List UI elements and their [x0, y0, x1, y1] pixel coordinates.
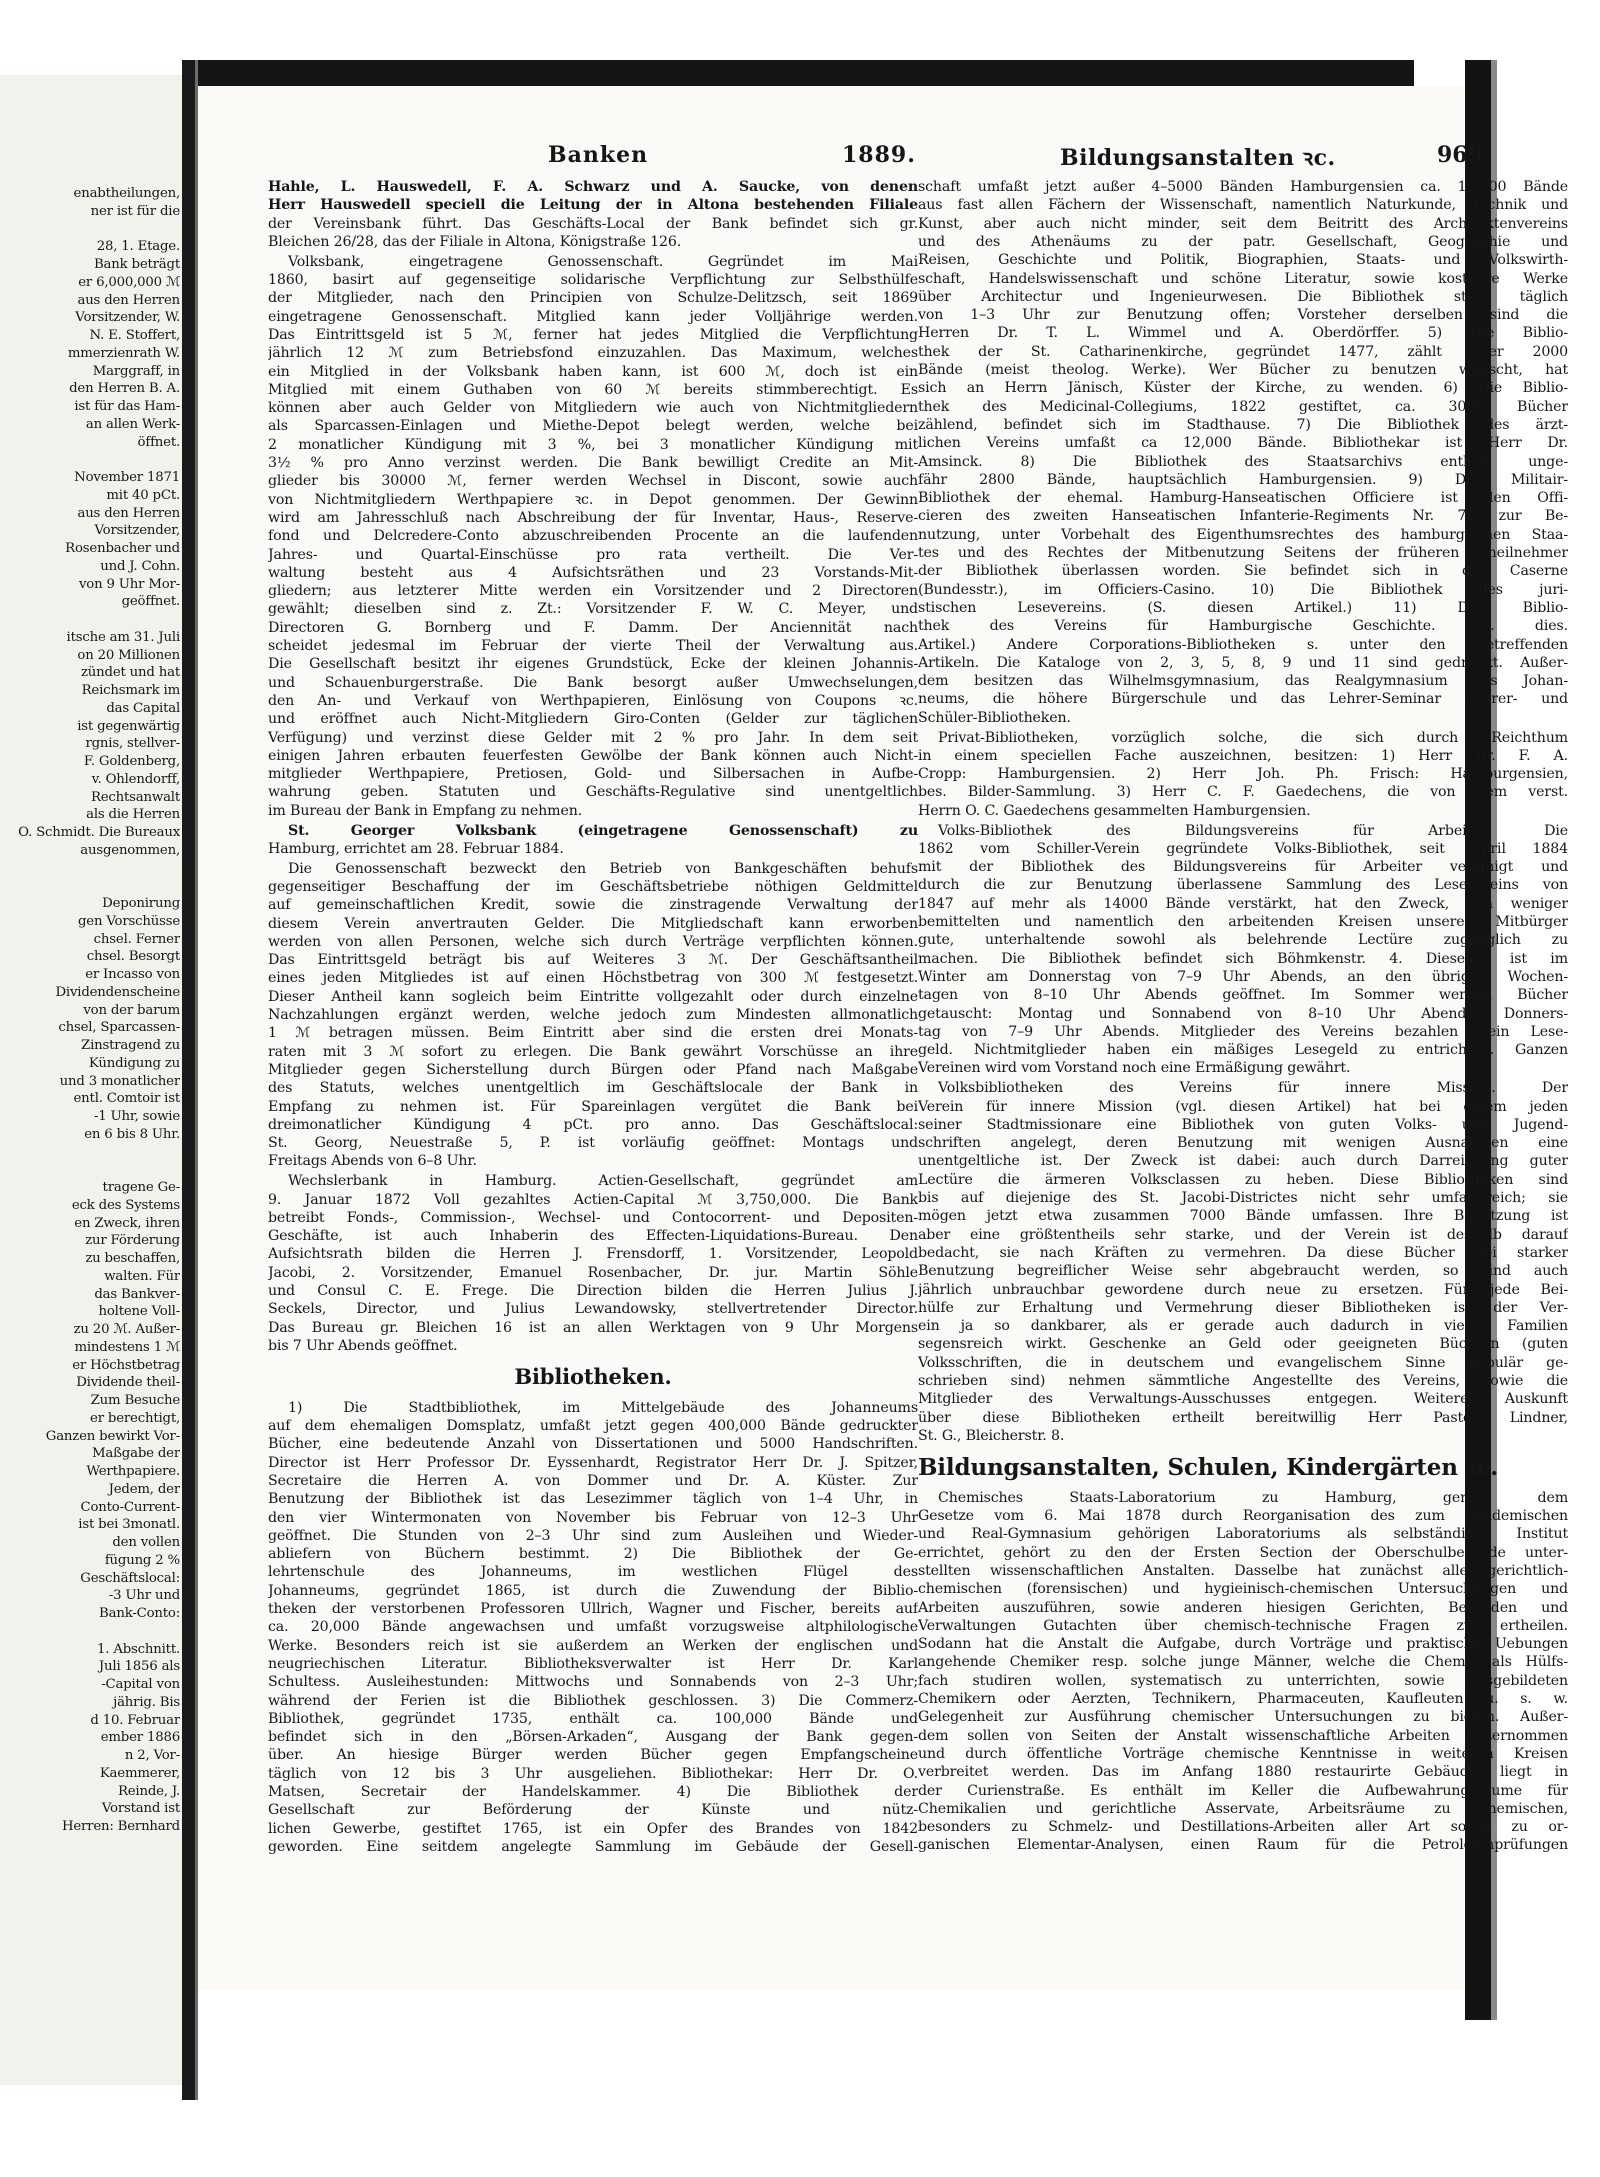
facing-page-line-fragment: er Incasso von: [85, 967, 180, 982]
facing-page-strip: [0, 75, 182, 2085]
text-line: Matsen, Secretair der Handelskammer. 4) Die Bibliothek der: [268, 1784, 918, 1800]
text-line: der Curienstraße. Es enthält im Keller die Aufbewahrungsräume für: [918, 1782, 1568, 1799]
text-line: Johanneums, gegründet 1865, ist durch die Zuwendung der Biblio-: [268, 1582, 918, 1599]
text-line: und Consul C. E. Frege. Die Direction bilden die Herren Julius J.: [268, 1283, 918, 1299]
text-line: raten mit 3 ℳ sofort zu erlegen. Die Bank gewährt Vorschüsse an ihre: [268, 1043, 918, 1060]
text-line: eingetragene Genossenschaft. Mitglied kann jeder Volljährige werden.: [268, 308, 918, 325]
facing-page-line-fragment: enabtheilungen,: [73, 186, 180, 201]
text-line: Volksbibliotheken des Vereins für innere Mission. Der: [938, 1080, 1568, 1097]
facing-page-line-fragment: Kündigung zu: [88, 1055, 180, 1071]
text-line: thek des Vereins für Hamburgische Geschichte. (S. dies.: [918, 618, 1568, 635]
text-line: können aber auch Gelder von Mitgliedern wie auch von Nichtmitgliedern: [268, 400, 918, 417]
text-line: Die Gesellschaft besitzt ihr eigenes Grundstück, Ecke der kleinen Johannis-: [268, 656, 918, 673]
text-line: waltung besteht aus 4 Aufsichtsräthen und 23 Vorstands-Mit-: [268, 564, 918, 581]
text-line: während der Ferien ist die Bibliothek geschlossen. 3) Die Commerz-: [268, 1692, 918, 1709]
facing-page-line-fragment: ner ist für die: [90, 203, 180, 219]
facing-page-line-fragment: Zinstragend zu: [81, 1038, 180, 1053]
text-line: Verein für innere Mission (vgl. diesen Artikel) hat bei einem jeden: [918, 1098, 1568, 1115]
facing-page-line-fragment: chsel, Sparcassen-: [58, 1020, 180, 1036]
facing-page-line-fragment: Zum Besuche: [90, 1393, 180, 1408]
text-line: Empfang zu nehmen ist. Für Spareinlagen vergütet die Bank bei: [268, 1098, 918, 1115]
facing-page-line-fragment: eck des Systems: [71, 1197, 180, 1213]
text-line: Kunst, aber auch nicht minder, seit dem Beitritt des Architektenvereins: [918, 215, 1568, 232]
facing-page-line-fragment: Vorstand ist: [101, 1801, 180, 1817]
text-line: Directoren G. Bornberg und F. Damm. Der Anciennität nach: [268, 619, 918, 636]
facing-page-line-fragment: O. Schmidt. Die Bureaux: [18, 825, 180, 840]
facing-page-line-fragment: tragene Ge-: [102, 1180, 180, 1195]
facing-page-line-fragment: Juli 1856 als: [98, 1659, 180, 1675]
text-line: und des Athenäums zu der patr. Gesellschaft, Geographie und: [918, 233, 1568, 250]
facing-page-line-fragment: N. E. Stoffert,: [89, 328, 180, 343]
text-line: einigen Jahren erbauten feuerfesten Gewölbe der Bank können auch Nicht-: [268, 747, 918, 764]
text-line: schriften angelegt, deren Benutzung mit wenigen Ausnahmen eine: [918, 1135, 1568, 1152]
text-line: chemischen (forensischen) und hygieinisch-chemischen Untersuchungen und: [918, 1581, 1568, 1598]
text-line: (Bundesstr.), im Officiers-Casino. 10) Die Bibliothek des juri-: [918, 581, 1568, 598]
text-line: fach studiren wollen, systematisch zu unterrichten, sowie ausgebildeten: [918, 1672, 1568, 1689]
text-line: verbreitet werden. Das im Anfang 1880 restaurirte Gebäude liegt in: [918, 1764, 1568, 1781]
text-line: Privat-Bibliotheken, vorzüglich solche, die sich durch Reichthum: [938, 729, 1568, 746]
text-line: getauscht: Montag und Sonnabend von 8–10 Uhr Abends, Donners-: [918, 1005, 1568, 1022]
text-line: ein Mitglied in der Volksbank haben kann, ist 600 ℳ, doch ist ein: [268, 363, 918, 380]
section-heading: Bibliotheken.: [514, 1364, 672, 1389]
text-line: theken der verstorbenen Professoren Ullrich, Wagner und Fischer, bereits auf: [268, 1601, 918, 1617]
text-line: der Vereinsbank führt. Das Geschäfts-Local der Bank befindet sich gr.: [268, 215, 918, 232]
facing-page-line-fragment: Reinde, J.: [117, 1783, 180, 1799]
text-line: Hamburg, errichtet am 28. Februar 1884.: [268, 840, 564, 857]
text-line: fond und Delcredere-Conto abzuschreibenden Procente an die laufenden: [268, 528, 918, 545]
facing-page-line-fragment: ist für das Ham-: [74, 399, 180, 414]
text-line: ganischen Elementar-Analysen, einen Raum für die Petroleumprüfungen: [918, 1837, 1568, 1854]
text-line: mitglieder Werthpapiere, Pretiosen, Gold- und Silbersachen in Aufbe-: [268, 766, 918, 783]
text-line: bemittelten und namentlich den arbeitenden Kreisen unserer Mitbürger: [918, 914, 1568, 930]
scan-top-border: [182, 60, 1414, 86]
text-line: ca. 20,000 Bände angewachsen und umfaßt vorzugsweise altphilologische: [268, 1619, 918, 1636]
text-line: geöffnet. Die Stunden von 2–3 Uhr sind zum Ausleihen und Wieder-: [268, 1527, 918, 1544]
facing-page-line-fragment: Maßgabe der: [91, 1446, 180, 1462]
text-line: stischen Lesevereins. (S. diesen Artikel.) 11) Die Biblio-: [918, 599, 1568, 616]
text-line: und eröffnet auch Nicht-Mitgliedern Giro-Conten (Gelder zur täglichen: [268, 711, 918, 728]
text-line: lichen Gewerbe, gestiftet 1765, ist ein Opfer des Brandes von 1842: [268, 1820, 918, 1837]
text-line: im Bureau der Bank in Empfang zu nehmen.: [268, 802, 583, 819]
book-gutter: [182, 60, 195, 2100]
text-line: lichen Vereins umfaßt ca 12,000 Bände. Bibliothekar ist Herr Dr.: [918, 435, 1568, 452]
facing-page-line-fragment: ist bei 3monatl.: [78, 1517, 180, 1533]
facing-page-line-fragment: und J. Cohn.: [100, 558, 180, 574]
text-line: schaft, Handelswissenschaft und schöne Literatur, sowie kostbare Werke: [918, 270, 1568, 287]
facing-page-line-fragment: das Capital: [106, 700, 180, 716]
facing-page-line-fragment: on 20 Millionen: [77, 647, 180, 663]
text-line: Sodann hat die Anstalt die Aufgabe, durch Vorträge und praktische Uebungen: [918, 1636, 1568, 1653]
facing-page-line-fragment: Bank beträgt: [93, 257, 180, 272]
text-line: Bibliothek der ehemal. Hamburg-Hanseatischen Officiere ist den Offi-: [918, 490, 1568, 507]
facing-page-line-fragment: und 3 monatlicher: [59, 1073, 180, 1089]
text-line: Reisen, Geschichte und Politik, Biographien, Staats- und Volkswirth-: [918, 252, 1568, 269]
text-line: abliefern von Büchern bestimmt. 2) Die Bibliothek der Ge-: [268, 1546, 918, 1563]
text-line: werden von allen Personen, welche sich durch Verträge verpflichten können.: [268, 933, 918, 950]
text-line: St. Georger Volksbank (eingetragene Genossenschaft) zu: [288, 822, 918, 839]
facing-page-line-fragment: zündet und hat: [81, 665, 180, 681]
text-line: sich an Herrn Jänisch, Küster der Kirche, zu wenden. 6) Die Biblio-: [918, 380, 1568, 397]
text-line: Chemisches Staats-Laboratorium zu Hamburg, gemäß dem: [938, 1489, 1568, 1506]
text-line: Bleichen 26/28, das der Filiale in Altona, Königstraße 126.: [268, 233, 682, 250]
text-line: der Mitglieder, nach den Principien von Schulze-Delitzsch, seit 1869: [268, 290, 918, 307]
facing-page-line-fragment: Rosenbacher und: [65, 541, 180, 556]
text-line: aus fast allen Fächern der Wissenschaft, namentlich Naturkunde, Technik und: [918, 197, 1568, 214]
text-line: Wechslerbank in Hamburg. Actien-Gesellschaft, gegründet am: [288, 1173, 918, 1190]
text-line: jährlich unbrauchbar gewordene durch neue zu ersetzen. Für jede Bei-: [918, 1281, 1568, 1298]
text-line: des Statuts, welches unentgeltlich im Geschäftslocale der Bank in: [268, 1080, 918, 1097]
text-line: tes und des Rechtes der Mitbenutzung Seitens der früheren Theilnehmer: [918, 545, 1568, 561]
facing-page-line-fragment: er Höchstbetrag: [72, 1357, 180, 1373]
text-line: in einem speciellen Fache auszeichnen, besitzen: 1) Herr Dr. F. A.: [918, 747, 1568, 764]
facing-page-line-fragment: zu beschaffen,: [85, 1251, 180, 1266]
facing-page-line-fragment: er berechtigt,: [90, 1410, 180, 1426]
facing-page-line-fragment: ist gegenwärtig: [77, 718, 180, 734]
text-line: Geschäfte, ist auch Inhaberin des Effecten-Liquidations-Bureau. Den: [268, 1228, 918, 1245]
text-line: 1847 auf mehr als 14000 Bände verstärkt, hat den Zweck, den weniger: [918, 895, 1568, 912]
facing-page-line-fragment: geöffnet.: [121, 594, 180, 610]
facing-page-line-fragment: den Herren B. A.: [69, 381, 180, 397]
facing-page-line-fragment: Dividendenscheine: [55, 984, 180, 1000]
text-line: täglich von 12 bis 3 Uhr ausgeliehen. Bibliothekar: Herr Dr. O.: [268, 1765, 918, 1782]
text-line: Herr Hauswedell speciell die Leitung der in Altona bestehenden Filiale: [268, 197, 918, 214]
facing-page-line-fragment: von 9 Uhr Mor-: [78, 576, 180, 592]
text-line: Gelegenheit zur Ausführung chemischer Untersuchungen zu bieten. Außer-: [918, 1709, 1568, 1726]
text-line: Cropp: Hamburgensien. 2) Herr Joh. Ph. Frisch: Hamburgensien,: [918, 766, 1568, 783]
text-line: besonders zu Schmelz- und Destillations-Arbeiten aller Art sowie zu or-: [918, 1819, 1568, 1836]
facing-page-line-fragment: Jedem, der: [108, 1481, 180, 1497]
facing-page-line-fragment: F. Goldenberg,: [83, 754, 180, 769]
text-line: Das Eintrittsgeld beträgt bis auf Weiteres 3 ℳ. Der Geschäftsantheil: [268, 952, 918, 969]
facing-page-line-fragment: rgnis, stellver-: [85, 736, 180, 752]
text-line: und durch öffentliche Vorträge chemische Kenntnisse in weiteren Kreisen: [918, 1745, 1568, 1762]
facing-page-line-fragment: Conto-Current-: [80, 1499, 180, 1515]
facing-page-line-fragment: jährig. Bis: [113, 1694, 180, 1710]
text-line: Vereinen wird vom Vorstand noch eine Ermäßigung gewährt.: [918, 1060, 1351, 1077]
text-line: von Nichtmitgliedern Werthpapiere ꝛc. in Depot genommen. Der Gewinn: [268, 491, 918, 508]
text-line: Schultess. Ausleihestunden: Mittwochs und Sonnabends von 2–3 Uhr;: [268, 1674, 918, 1691]
text-line: Arbeiten auszuführen, sowie anderen hiesigen Gerichten, Behörden und: [918, 1599, 1568, 1616]
text-line: bedacht, sie nach Kräften zu vermehren. Da diese Bücher bei starker: [918, 1244, 1568, 1261]
facing-page-line-fragment: ember 1886: [100, 1730, 180, 1746]
text-line: Bibliothek, gegründet 1735, enthält ca. 100,000 Bände und: [268, 1710, 918, 1727]
text-line: tagen von 8–10 Uhr Abends geöffnet. Im Sommer werden Bücher: [918, 987, 1568, 1004]
facing-page-line-fragment: zur Förderung: [85, 1233, 180, 1249]
facing-page-line-fragment: Bank-Conto:: [99, 1606, 180, 1621]
facing-page-line-fragment: aus den Herren: [77, 505, 180, 521]
text-line: Das Eintrittsgeld ist 5 ℳ, ferner hat jedes Mitglied die Verpflichtung: [268, 326, 918, 343]
text-line: Aufsichtsrath bilden die Herren J. Frensdorff, 1. Vorsitzender, Leopold: [268, 1246, 918, 1263]
text-line: als Sparcassen-Einlagen und Miethe-Depot belegt werden, welche bei: [268, 418, 918, 435]
facing-page-line-fragment: zu 20 ℳ. Außer-: [73, 1322, 180, 1337]
text-line: Nachzahlungen ergänzt werden, welche jedoch zum Mindesten allmonatlich: [268, 1007, 918, 1023]
text-line: Volks-Bibliothek des Bildungsvereins für Arbeiter. Die: [938, 822, 1568, 839]
facing-page-line-fragment: mit 40 pCt.: [106, 487, 180, 503]
text-line: fähr 2800 Bände, hauptsächlich Hamburgensien. 9) Die Militair-: [918, 471, 1568, 488]
text-line: St. Georg, Neuestraße 5, P. ist vorläufig geöffnet: Montags und: [268, 1135, 918, 1152]
facing-page-line-fragment: das Bankver-: [94, 1286, 180, 1302]
facing-page-line-fragment: den vollen: [112, 1535, 180, 1550]
text-line: nutzung, unter Vorbehalt des Eigenthumsrechtes des hamburgischen Staa-: [918, 526, 1568, 543]
text-line: durch die zur Benutzung überlassene Sammlung des Lesevereins von: [918, 877, 1568, 894]
text-line: Werke. Besonders reich ist sie außerdem an Werken der englischen und: [268, 1637, 918, 1654]
text-line: bis auf diejenige des St. Jacobi-Districtes nicht sehr umfangreich; sie: [918, 1190, 1568, 1206]
text-line: Verwaltungen Gutachten über chemisch-technische Fragen zu ertheilen.: [918, 1617, 1568, 1634]
text-line: machen. Die Bibliothek befindet sich Böhmkenstr. 4. Dieselbe ist im: [918, 950, 1568, 967]
facing-page-line-fragment: Vorsitzender, W.: [75, 310, 180, 326]
text-line: jährlich 12 ℳ zum Betriebsfond einzuzahlen. Das Maximum, welches: [268, 345, 918, 362]
text-line: ein ja so dankbarer, als er gerade auch dadurch in vielen Familien: [918, 1318, 1568, 1335]
text-line: Gesetze vom 6. Mai 1878 durch Reorganisation des zum Akademischen: [918, 1508, 1568, 1524]
text-line: 9. Januar 1872 Voll gezahltes Actien-Capital ℳ 3,750,000. Die Bank: [268, 1191, 918, 1208]
facing-page-line-fragment: walten. Für: [104, 1268, 180, 1284]
facing-page-line-fragment: mmerzienrath W.: [67, 345, 180, 361]
text-line: den vier Wintermonaten von November bis Februar von 12–3 Uhr: [268, 1509, 918, 1526]
text-line: über diese Bibliotheken ertheilt bereitwillig Herr Pastor Lindner,: [918, 1409, 1568, 1426]
text-line: eines jeden Mitgliedes ist auf einen Höchstbetrag von 300 ℳ festgesetzt.: [268, 970, 918, 987]
text-line: Dieser Antheil kann sogleich beim Eintritte vollgezahlt oder durch einzelne: [268, 988, 918, 1005]
text-line: St. G., Bleicherstr. 8.: [918, 1427, 1065, 1444]
text-line: betreibt Fonds-, Commission-, Wechsel- und Contocorrent- und Depositen-: [268, 1209, 918, 1226]
text-line: hülfe zur Erhaltung und Vermehrung dieser Bibliotheken ist der Ver-: [918, 1299, 1568, 1316]
text-line: errichtet, gehört zu den der Ersten Section der Oberschulbehörde unter-: [918, 1544, 1568, 1561]
text-line: dem besitzen das Wilhelmsgymnasium, das Realgymnasium des Johan-: [918, 673, 1568, 690]
text-line: lehrtenschule des Johanneums, im westlichen Flügel des: [268, 1564, 918, 1581]
text-line: Jacobi, 2. Vorsitzender, Emanuel Rosenbacher, Dr. jur. Martin Söhle: [268, 1264, 918, 1281]
text-line: der Bibliothek überlassen worden. Sie befindet sich in der Caserne: [918, 563, 1568, 580]
text-line: Das Bureau gr. Bleichen 16 ist an allen Werktagen von 9 Uhr Morgens: [268, 1319, 918, 1336]
facing-page-line-fragment: von der barum: [83, 1002, 180, 1018]
facing-page-line-fragment: Geschäftslocal:: [80, 1570, 180, 1586]
text-line: Chemikern oder Aerzten, Technikern, Pharmaceuten, Kaufleuten u. s. w.: [918, 1691, 1568, 1707]
running-head-left: Banken: [548, 142, 649, 168]
facing-page-line-fragment: Kaemmerer,: [99, 1765, 180, 1781]
facing-page-line-fragment: Rechtsanwalt: [90, 789, 180, 805]
text-line: über. An hiesige Bürger werden Bücher gegen Empfangscheine: [268, 1747, 918, 1764]
facing-page-line-fragment: Vorsitzender,: [94, 523, 180, 539]
facing-page-line-fragment: er 6,000,000 ℳ: [78, 274, 180, 290]
text-line: Bücher, eine bedeutende Anzahl von Dissertationen und 5000 Handschriften.: [268, 1436, 918, 1453]
page-number: 969: [1437, 142, 1483, 168]
text-line: Volksschriften, die in deutschem und evangelischem Sinne populär ge-: [918, 1354, 1568, 1371]
text-line: auf gemeinschaftlichen Kredit, sowie die zinstragende Verwaltung der: [268, 897, 918, 914]
text-line: befindet sich in den „Börsen-Arkaden“, Ausgang der Bank gegen-: [268, 1729, 918, 1746]
text-line: Mitglied mit einem Guthaben von 60 ℳ bereits stimmberechtigt. Es: [268, 381, 918, 398]
text-line: Benutzung der Bibliothek ist das Lesezimmer täglich von 1–4 Uhr, in: [268, 1491, 918, 1508]
text-line: Herrn O. C. Gaedechens gesammelten Hamburgensien.: [918, 802, 1311, 819]
section-heading: Bildungsanstalten, Schulen, Kindergärten ꝛc.: [918, 1454, 1499, 1481]
text-line: Volksbank, eingetragene Genossenschaft. Gegründet im Mai: [288, 253, 918, 270]
facing-page-line-fragment: chsel. Ferner: [93, 931, 180, 947]
text-line: segensreich wirkt. Geschenke an Geld oder geeigneten Büchern (guten: [918, 1336, 1568, 1353]
facing-page-line-fragment: Deponirung: [102, 896, 180, 911]
text-line: und Real-Gymnasium gehörigen Laboratoriums als selbständiges Institut: [918, 1526, 1568, 1543]
text-line: wird am Jahresschluß nach Abschreibung der für Inventar, Haus-, Reserve-: [268, 509, 918, 526]
facing-page-line-fragment: Dividende theil-: [76, 1375, 180, 1391]
text-line: gliedern; aus letzterer Mitte werden ein Vorsitzender und 2 Directoren: [268, 583, 918, 600]
text-line: dem sollen von Seiten der Anstalt wissenschaftliche Arbeiten unternommen: [918, 1727, 1568, 1744]
text-line: 3½ % pro Anno verzinst werden. Die Bank bewilligt Credite an Mit-: [268, 455, 918, 471]
text-line: Verfügung) und verzinst diese Gelder mit 2 % pro Jahr. In dem seit: [268, 729, 918, 746]
running-head-right: Bildungsanstalten ꝛc.: [1060, 145, 1336, 171]
text-line: geld. Nichtmitglieder haben ein mäßiges Lesegeld zu entrichten. Ganzen: [918, 1042, 1568, 1059]
text-line: Lectüre die ärmeren Volksclassen zu heben. Diese Bibliotheken sind: [918, 1171, 1568, 1188]
text-line: Benutzung begreiflicher Weise sehr abgebraucht werden, so sind auch: [918, 1263, 1568, 1280]
facing-page-line-fragment: n 2, Vor-: [124, 1748, 180, 1763]
text-line: neugriechischen Literatur. Bibliotheksverwalter ist Herr Dr. Karl: [268, 1655, 918, 1672]
facing-page-line-fragment: gen Vorschüsse: [77, 913, 180, 929]
facing-page-line-fragment: öffnet.: [137, 434, 180, 450]
facing-page-line-fragment: Ganzen bewirkt Vor-: [45, 1428, 180, 1444]
text-line: Chemikalien und gerichtliche Asservate, Arbeitsräume zu chemischen,: [918, 1800, 1568, 1817]
facing-page-line-fragment: itsche am 31. Juli: [66, 629, 180, 645]
facing-page-line-fragment: holtene Voll-: [98, 1304, 180, 1320]
facing-page-line-fragment: chsel. Besorgt: [86, 949, 180, 965]
text-line: von 1–3 Uhr zur Benutzung offen; Vorsteher derselben sind die: [918, 307, 1568, 324]
text-line: cieren des zweiten Hanseatischen Infanterie-Regiments Nr. 76 zur Be-: [918, 508, 1568, 525]
text-line: diesem Verein anvertrauten Gelder. Die Mitgliedschaft kann erworben: [268, 915, 918, 932]
text-line: Freitags Abends von 6–8 Uhr.: [268, 1153, 477, 1170]
text-line: Jahres- und Quartal-Einschüsse pro rata vertheilt. Die Ver-: [268, 546, 918, 563]
facing-page-line-fragment: Reichsmark im: [81, 683, 180, 698]
text-line: Mitglieder gegen Sicherstellung durch Bürgen oder Pfand nach Maßgabe: [268, 1061, 918, 1078]
facing-page-line-fragment: 28, 1. Etage.: [96, 239, 180, 255]
facing-page-line-fragment: Marggraff, in: [92, 363, 180, 379]
facing-page-line-fragment: v. Ohlendorff,: [91, 771, 180, 787]
text-line: angehende Chemiker resp. solche junge Männer, welche die Chemie als Hülfs-: [918, 1654, 1568, 1671]
facing-page-line-fragment: Herren: Bernhard: [61, 1819, 180, 1834]
facing-page-line-fragment: -3 Uhr und: [108, 1588, 180, 1604]
facing-page-line-fragment: mindestens 1 ℳ: [74, 1339, 180, 1355]
text-line: 1860, basirt auf gegenseitige solidarische Verpflichtung zur Selbsthülfe: [268, 272, 918, 288]
text-line: Seckels, Director, und Julius Lewandowsky, stellvertretender Director.: [268, 1301, 918, 1318]
text-line: Gesellschaft zur Beförderung der Künste und nütz-: [268, 1802, 918, 1819]
text-line: Hahle, L. Hauswedell, F. A. Schwarz und A. Saucke, von denen: [268, 179, 918, 195]
facing-page-line-fragment: November 1871: [74, 470, 180, 485]
text-line: aber eine größtentheils sehr starke, und der Verein ist deshalb darauf: [918, 1226, 1568, 1243]
facing-page-line-fragment: aus den Herren: [77, 292, 180, 308]
text-line: Amsinck. 8) Die Bibliothek des Staatsarchivs enthält unge-: [918, 453, 1568, 470]
facing-page-line-fragment: als die Herren: [86, 807, 180, 823]
text-line: Secretaire die Herren A. von Dommer und Dr. A. Küster. Zur: [268, 1472, 918, 1489]
text-line: den An- und Verkauf von Werthpapieren, Einlösung von Coupons ꝛc.: [268, 692, 918, 709]
text-line: 1 ℳ betragen müssen. Beim Eintritt aber sind die ersten drei Monats-: [268, 1025, 918, 1042]
facing-page-line-fragment: en 6 bis 8 Uhr.: [84, 1126, 180, 1142]
text-line: thek des Medicinal-Collegiums, 1822 gestiftet, ca. 3000 Bücher: [918, 398, 1568, 415]
facing-page-line-fragment: fügung 2 %: [104, 1552, 180, 1568]
text-line: 1) Die Stadtbibliothek, im Mittelgebäude des Johanneums: [288, 1399, 918, 1416]
text-line: bes. Bilder-Sammlung. 3) Herr C. F. Gaedechens, die von dem verst.: [918, 784, 1568, 801]
text-line: zählend, befindet sich im Stadthause. 7) Die Bibliothek des ärzt-: [918, 416, 1568, 433]
facing-page-line-fragment: ausgenommen,: [80, 842, 180, 858]
text-line: stellten wissenschaftlichen Anstalten. Dasselbe hat zunächst alle gerichtlich-: [918, 1562, 1568, 1579]
text-line: Director ist Herr Professor Dr. Eyssenhardt, Registrator Herr Dr. J. Spitzer,: [268, 1454, 918, 1471]
text-line: schrieben sind) nehmen sämmtliche Angestellte des Vereins, sowie die: [918, 1373, 1568, 1389]
text-line: dreimonatlicher Kündigung 4 pCt. pro anno. Das Geschäftslocal:: [268, 1116, 918, 1133]
text-line: Die Genossenschaft bezweckt den Betrieb von Bankgeschäften behufs: [288, 860, 918, 877]
text-line: tag von 7–9 Uhr Abends. Mitglieder des Vereins bezahlen kein Lese-: [918, 1023, 1568, 1040]
text-line: 2 monatlicher Kündigung mit 3 %, bei 3 monatlicher Kündigung mit: [268, 436, 918, 453]
text-line: Artikeln. Die Kataloge von 2, 3, 5, 8, 9 und 11 sind gedruckt. Außer-: [918, 654, 1568, 671]
text-line: geworden. Eine seitdem angelegte Sammlung im Gebäude der Gesell-: [268, 1838, 918, 1855]
text-line: 1862 vom Schiller-Verein gegründete Volks-Bibliothek, seit April 1884: [918, 840, 1568, 857]
text-line: gute, unterhaltende sowohl als belehrende Lectüre zugänglich zu: [918, 932, 1568, 949]
text-line: gegenseitiger Beschaffung der im Geschäftsbetriebe nöthigen Geldmittel: [268, 878, 918, 895]
text-line: scheidet jedesmal im Februar der vierte Theil der Verwaltung aus.: [268, 638, 918, 654]
text-line: glieder bis 30000 ℳ, ferner werden Wechsel in Discont, sowie auch: [268, 473, 918, 490]
text-line: Mitglieder des Verwaltungs-Ausschusses entgegen. Weitere Auskunft: [918, 1391, 1568, 1408]
facing-page-line-fragment: Werthpapiere.: [86, 1464, 180, 1479]
facing-page-line-fragment: entl. Comtoir ist: [73, 1091, 180, 1107]
text-line: mögen jetzt etwa zusammen 7000 Bände umfassen. Ihre Benutzung ist: [918, 1208, 1568, 1225]
text-line: unentgeltliche ist. Der Zweck ist dabei: auch durch Darreichung guter: [918, 1153, 1568, 1170]
text-line: mit der Bibliothek des Bildungsvereins für Arbeiter vereinigt und: [918, 859, 1568, 876]
text-line: Winter am Donnerstag von 7–9 Uhr Abends, an den übrigen Wochen-: [918, 968, 1568, 985]
text-line: seiner Stadtmissionare eine Bibliothek von guten Volks- und Jugend-: [918, 1116, 1568, 1133]
facing-page-line-fragment: 1. Abschnitt.: [97, 1641, 180, 1657]
text-line: gewählt; dieselben sind z. Zt.: Vorsitzender F. W. C. Meyer, und: [268, 601, 918, 618]
facing-page-line-fragment: an allen Werk-: [85, 416, 180, 432]
text-line: neums, die höhere Bürgerschule und das Lehrer-Seminar Lehrer- und: [918, 691, 1568, 708]
text-line: auf dem ehemaligen Domsplatz, umfaßt jetzt gegen 400,000 Bände gedruckter: [268, 1418, 918, 1434]
text-line: wahrung geben. Statuten und Geschäfts-Regulative sind unentgeltlich: [268, 784, 918, 801]
text-line: Herren Dr. T. L. Wimmel und A. Oberdörffer. 5) Die Biblio-: [918, 325, 1568, 342]
facing-page-line-fragment: -Capital von: [101, 1677, 180, 1692]
text-line: bis 7 Uhr Abends geöffnet.: [268, 1337, 458, 1354]
text-line: schaft umfaßt jetzt außer 4–5000 Bänden Hamburgensien ca. 15,000 Bände: [918, 179, 1568, 195]
text-line: thek der St. Catharinenkirche, gegründet 1477, zählt über 2000: [918, 343, 1568, 360]
text-line: über Architectur und Ingenieurwesen. Die Bibliothek steht täglich: [918, 288, 1568, 305]
facing-page-line-fragment: d 10. Februar: [90, 1712, 180, 1728]
text-line: Bände (meist theolog. Werke). Wer Bücher zu benutzen wünscht, hat: [918, 362, 1568, 378]
facing-page-line-fragment: en Zweck, ihren: [74, 1215, 180, 1231]
text-line: und Schauenburgerstraße. Die Bank besorgt außer Umwechselungen,: [268, 674, 918, 691]
facing-page-line-fragment: -1 Uhr, sowie: [93, 1109, 180, 1124]
text-line: Artikel.) Andere Corporations-Bibliotheken s. unter den betreffenden: [918, 636, 1568, 653]
running-head-year: 1889.: [842, 142, 916, 168]
text-line: Schüler-Bibliotheken.: [918, 709, 1071, 726]
